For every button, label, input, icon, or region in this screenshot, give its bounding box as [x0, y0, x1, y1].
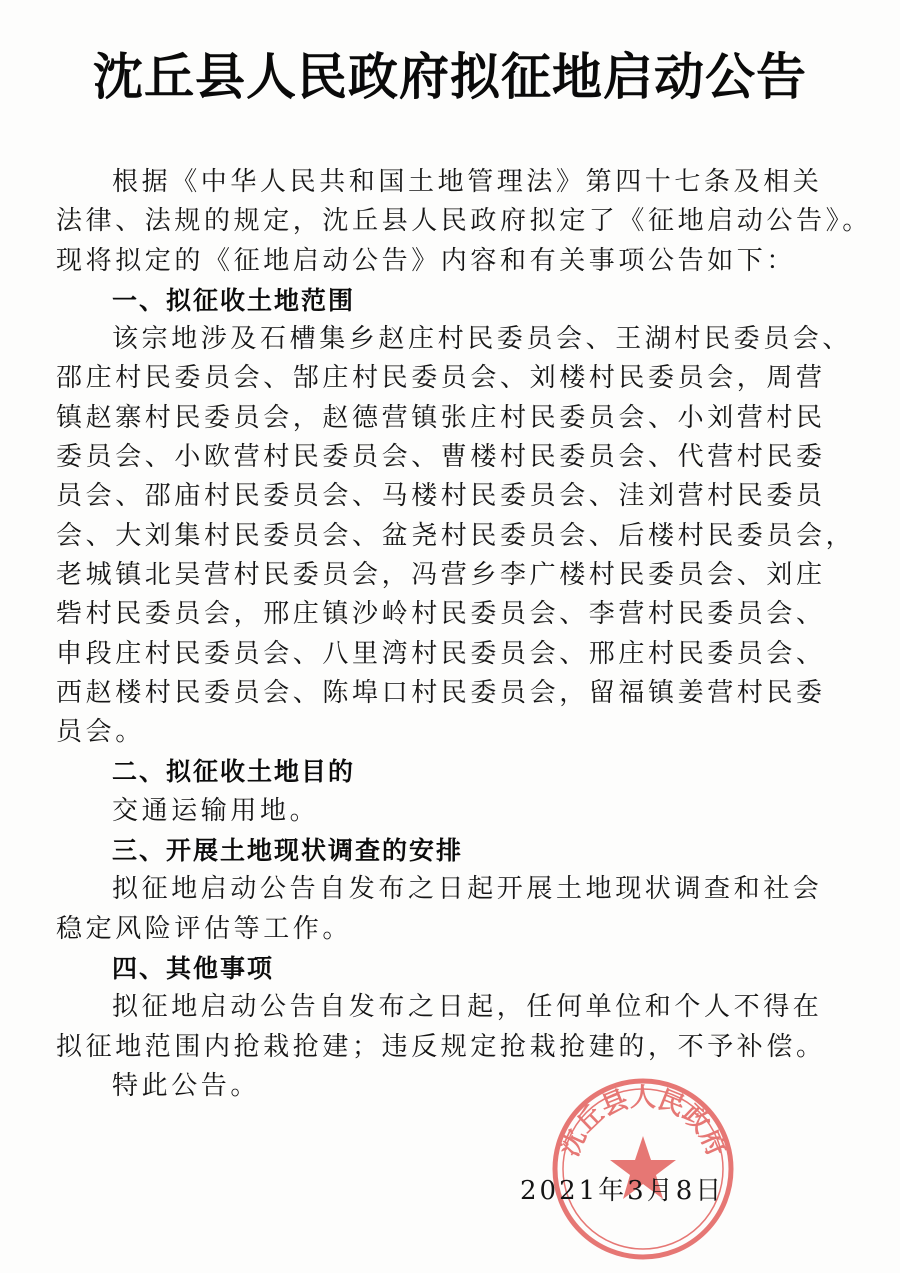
scope-line: 砦村民委员会，邢庄镇沙岭村民委员会、李营村民委员会、 — [56, 599, 826, 630]
scope-line: 镇赵寨村民委员会，赵德营镇张庄村民委员会、小刘营村民 — [56, 402, 826, 433]
intro-line: 根据《中华人民共和国土地管理法》第四十七条及相关 — [112, 167, 823, 197]
official-seal-stamp — [548, 1074, 738, 1264]
survey-line: 稳定风险评估等工作。 — [56, 913, 353, 944]
document-body — [56, 163, 872, 1106]
scope-line: 老城镇北吴营村民委员会，冯营乡李广楼村民委员会、刘庄 — [56, 559, 826, 590]
section-heading-scope: 一、拟征收土地范围 — [112, 285, 356, 315]
section-heading-other: 四、其他事项 — [112, 953, 275, 983]
document-date: 2021年3月8日 — [520, 1176, 725, 1206]
survey-line: 拟征地启动公告自发布之日起开展土地现状调查和社会 — [112, 874, 823, 905]
scope-line: 会、大刘集村民委员会、盆尧村民委员会、后楼村民委员会， — [56, 520, 856, 551]
intro-line: 法律、法规的规定，沈丘县人民政府拟定了《征地启动公告》。 — [56, 206, 872, 237]
scope-line: 该宗地涉及石槽集乡赵庄村民委员会、王湖村民委员会、 — [112, 324, 853, 355]
other-line: 拟征地启动公告自发布之日起，任何单位和个人不得在 — [112, 992, 823, 1023]
scope-line: 委员会、小欧营村民委员会、曹楼村民委员会、代营村民委 — [56, 442, 826, 473]
seal-text: 沈丘县人民政府 — [554, 1083, 732, 1162]
closing-line: 特此公告。 — [112, 1070, 261, 1101]
intro-line: 现将拟定的《征地启动公告》内容和有关事项公告如下： — [56, 245, 797, 276]
scope-line: 员会。 — [56, 717, 145, 748]
document-title: 沈丘县人民政府拟征地启动公告 — [93, 48, 807, 106]
other-line: 拟征地范围内抢栽抢建；违反规定抢栽抢建的，不予补偿。 — [56, 1031, 826, 1062]
scope-line: 申段庄村民委员会、八里湾村民委员会、邢庄村民委员会、 — [56, 638, 826, 669]
section-heading-purpose: 二、拟征收土地目的 — [112, 757, 356, 787]
section-heading-survey: 三、开展土地现状调查的安排 — [112, 836, 464, 866]
scope-line: 邵庄村民委员会、郜庄村民委员会、刘楼村民委员会，周营 — [56, 363, 826, 394]
purpose-line: 交通运输用地。 — [112, 795, 320, 826]
scope-line: 西赵楼村民委员会、陈埠口村民委员会，留福镇姜营村民委 — [56, 677, 826, 708]
scope-line: 员会、邵庙村民委员会、马楼村民委员会、洼刘营村民委员 — [56, 481, 826, 512]
